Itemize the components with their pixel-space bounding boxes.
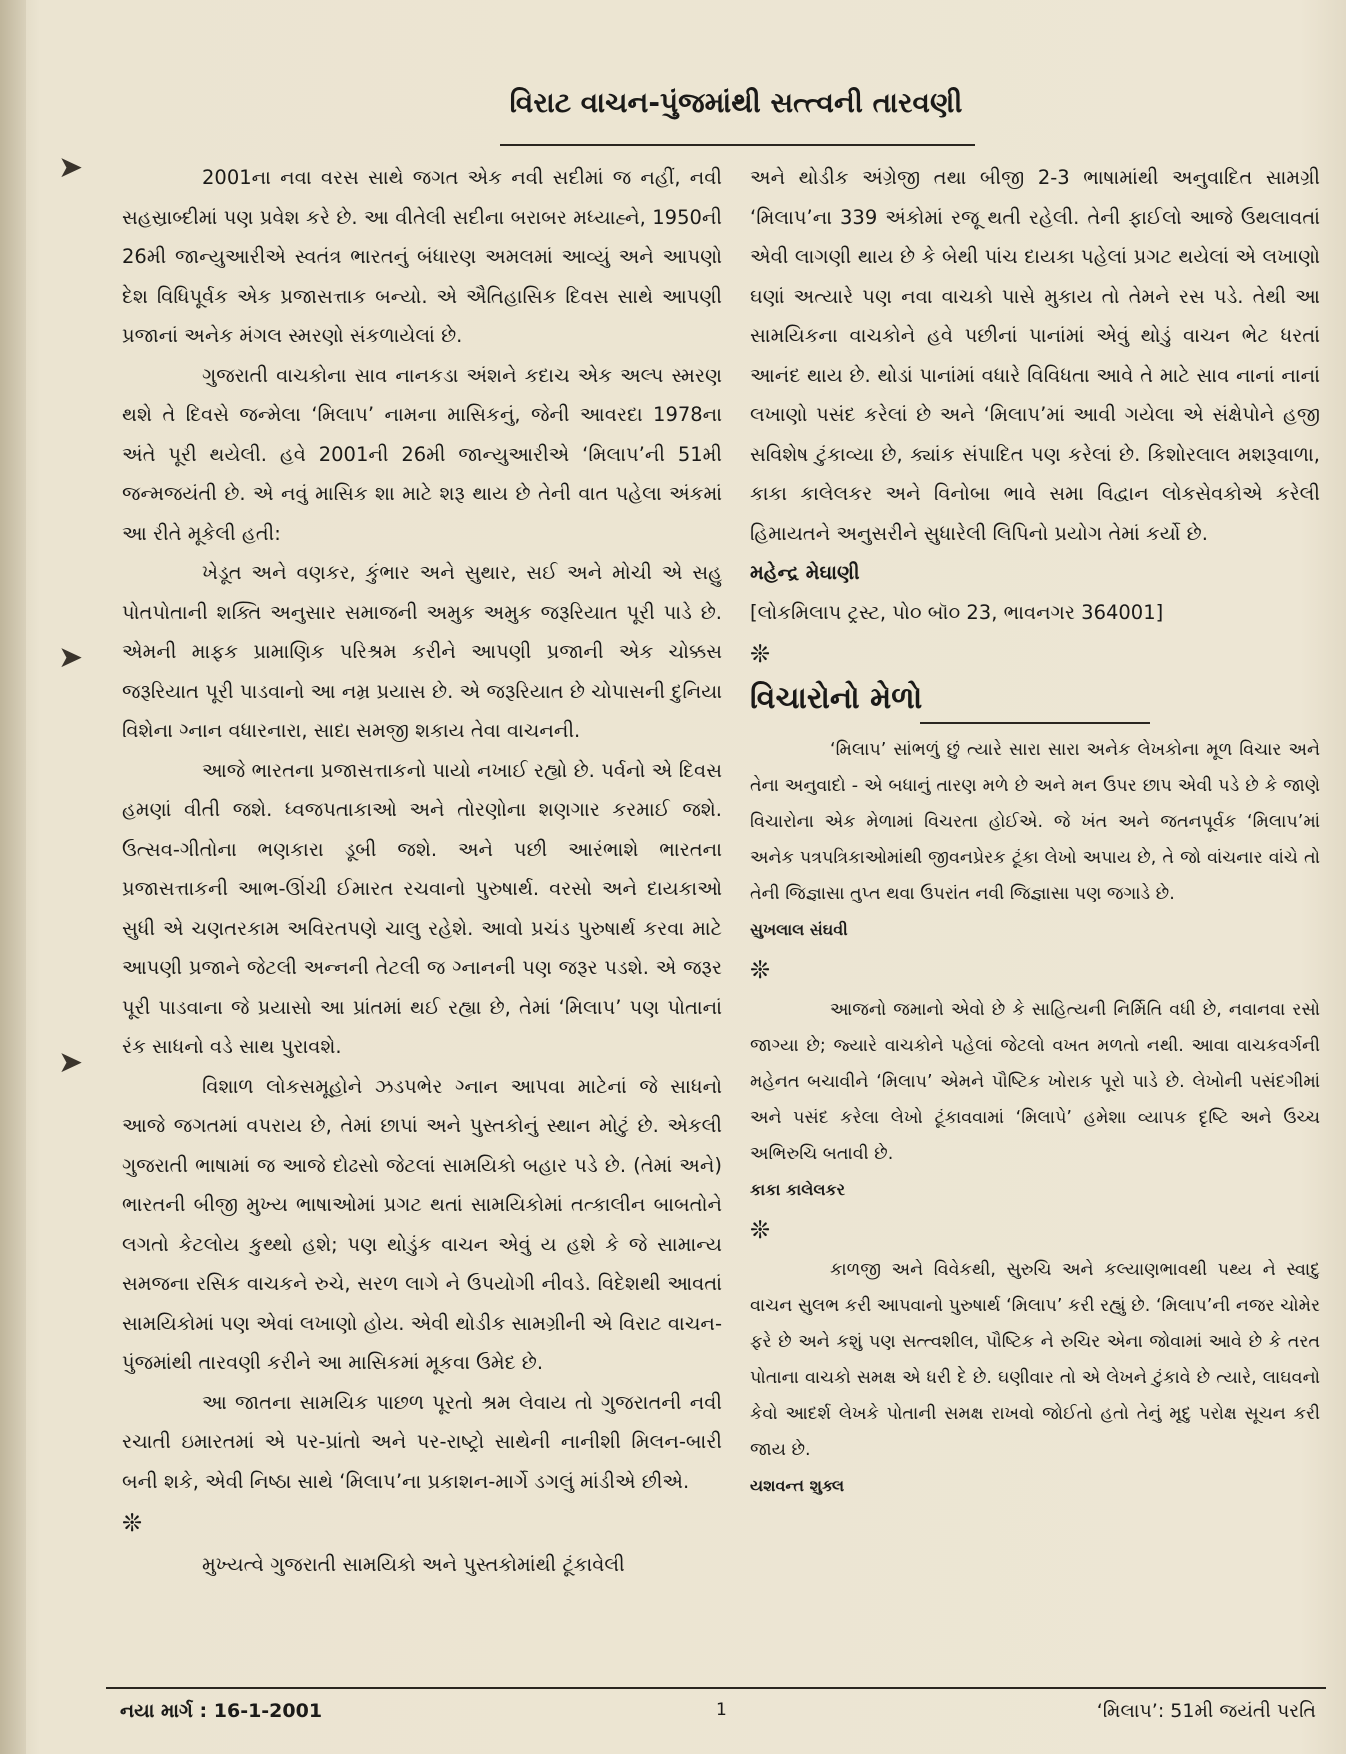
quoted-paragraph: વિશાળ લોકસમૂહોને ઝડપભેર ગ્નાન આપવા માટેનાં જે સાધનો આજે જગતમાં વપરાય છે, તેમાં છાપાં અને પુસ્તકોનું સ્થાન મોટું છે. એકલી ગુજરાતી ભાષામાં જ આજે દોઢસો જેટલાં સામયિકો બહાર પડે છે. (તેમાં અને) ભારતની બીજી મુખ્ય ભાષાઓમાં પ્રગટ થતાં સામયિકોમાં તત્કાલીન બાબતોને લગતો કેટલોય કુથ્થો હશે; પણ થોડુંક વાચન એવું ય હશે કે જે સામાન્ય સમજના રસિક વાચકને રુચે, સરળ લાગે ને ઉપયોગી નીવડે. વિદેશથી આવતાં સામયિકોમાં પણ એવાં લખાણો હોય. એવી થોડીક સામગ્રીની એ વિરાટ વાચન-પુંજમાંથી તારવણી કરીને આ માસિકમાં મૂકવા ઉમેદ છે. <box>122 1074 722 1374</box>
ornament-icon: ❊ <box>122 1509 143 1537</box>
ornament-icon: ❊ <box>750 640 771 668</box>
section-title: વિચારોનો મેળો <box>750 681 923 716</box>
quote-author: યશવન્ત શુક્લ <box>750 1476 845 1495</box>
quote-text: ‘મિલાપ’ સાંભળું છું ત્યારે સારા સારા અનેક લેખકોના મૂળ વિચાર અને તેના અનુવાદો - એ બધાનું તારણ મળે છે અને મન ઉપર છાપ એવી પડે છે કે જાણે વિચારોના એક મેળામાં વિચરતા હોઈએ. જે ખંત અને જતનપૂર્વક ‘મિલાપ’માં અનેક પત્રપત્રિકાઓમાંથી જીવનપ્રેરક ટૂંકા લેખો અપાય છે, તે જો વાંચનાર વાંચે તો તેની જિજ્ઞાસા તુપ્ત થવા ઉપરાંત નવી જિજ્ઞાસા પણ જગાડે છે. <box>750 740 1320 904</box>
quote-block <box>750 992 1320 1208</box>
binding-mark: ➤ <box>58 1045 84 1080</box>
right-column <box>750 158 1320 1504</box>
quote-block <box>750 1252 1320 1504</box>
ornament-icon: ❊ <box>750 956 771 984</box>
page-number: 1 <box>716 1700 727 1720</box>
quote-block <box>750 732 1320 948</box>
closing-line: મુખ્યત્વે ગુજરાતી સામયિકો અને પુસ્તકોમાંથી ટૂંકાવેલી <box>202 1553 625 1576</box>
quote-author: સુખલાલ સંઘવી <box>750 920 848 939</box>
footer-rule <box>106 1687 1326 1689</box>
section-underline <box>920 722 1150 724</box>
footer-publication-date: નયા માર્ગ : 16-1-2001 <box>120 1700 323 1722</box>
binding-mark: ➤ <box>58 150 84 185</box>
address: [લોકમિલાપ ટ્રસ્ટ, પો૦ બૉ૦ 23, ભાવનગર 364001] <box>750 600 1164 624</box>
quote-text: કાળજી અને વિવેકથી, સુરુચિ અને કલ્યાણભાવથી પથ્ય ને સ્વાદુ વાચન સુલભ કરી આપવાનો પુરુષાર્થ ‘મિલાપ’ કરી રહ્યું છે. ‘મિલાપ’ની નજર ચોમેર ફરે છે અને કશું પણ સત્ત્વશીલ, પૌષ્ટિક ને રુચિર એના જોવામાં આવે છે કે તરત પોતાના વાચકો સમક્ષ એ ધરી દે છે. ઘણીવાર તો એ લેખને ટુંકાવે છે ત્યારે, લાઘવનો કેવો આદર્શ લેખકે પોતાની સમક્ષ રાખવો જોઈતો હતો તેનું મૃદુ પરોક્ષ સૂચન કરી જાય છે. <box>750 1260 1320 1460</box>
paragraph: આ જાતના સામયિક પાછળ પૂરતો શ્રમ લેવાય તો ગુજરાતની નવી રચાતી ઇમારતમાં એ પર-પ્રાંતો અને પર-રાષ્ટ્રો સાથેની નાનીશી મિલન-બારી બની શકે, એવી નિષ્ઠા સાથે ‘મિલાપ’ના પ્રકાશન-માર્ગે ડગલું માંડીએ છીએ. <box>122 1390 722 1493</box>
quote-author: કાકા કાલેલકર <box>750 1180 845 1199</box>
paragraph: ગુજરાતી વાચકોના સાવ નાનકડા અંશને કદાચ એક અલ્પ સ્મરણ થશે તે દિવસે જન્મેલા ‘મિલાપ’ નામના માસિકનું, જેની આવરદા 1978ના અંતે પૂરી થયેલી. હવે 2001ની 26મી જાન્યુઆરીએ ‘મિલાપ’ની 51મી જન્મજયંતી છે. એ નવું માસિક શા માટે શરૂ થાય છે તેની વાત પહેલા અંકમાં આ રીતે મૂકેલી હતી: <box>122 363 722 545</box>
quoted-paragraph: આજે ભારતના પ્રજાસત્તાકનો પાયો નખાઈ રહ્યો છે. પર્વનો એ દિવસ હમણાં વીતી જશે. ધ્વજપતાકાઓ અને તોરણોના શણગાર કરમાઈ જશે. ઉત્સવ-ગીતોના ભણકારા ડૂબી જશે. અને પછી આરંભાશે ભારતના પ્રજાસત્તાકની આભ-ઊંચી ઈમારત રચવાનો પુરુષાર્થ. વરસો અને દાયકાઓ સુધી એ ચણતરકામ અવિરતપણે ચાલુ રહેશે. આવો પ્રચંડ પુરુષાર્થ કરવા માટે આપણી પ્રજાને જેટલી અન્નની તેટલી જ ગ્નાનની પણ જરૂર પડશે. એ જરૂર પૂરી પાડવાના જે પ્રયાસો આ પ્રાંતમાં થઈ રહ્યા છે, તેમાં ‘મિલાપ’ પણ પોતાનાં રંક સાધનો વડે સાથ પુરાવશે. <box>122 758 722 1058</box>
footer-issue-title: ‘મિલાપ’: 51મી જયંતી પરતિ <box>1096 1700 1316 1722</box>
ornament-icon: ❊ <box>750 1216 771 1244</box>
title-underline <box>500 144 975 146</box>
continuation-paragraph: અને થોડીક અંગ્રેજી તથા બીજી 2-3 ભાષામાંથી અનુવાદિત સામગ્રી ‘મિલાપ’ના 339 અંકોમાં રજૂ થતી રહેલી. તેની ફાઈલો આજે ઉથલાવતાં એવી લાગણી થાય છે કે બેથી પાંચ દાયકા પહેલાં પ્રગટ થયેલાં એ લખાણો ઘણાં અત્યારે પણ નવા વાચકો પાસે મુકાય તો તેમને રસ પડે. તેથી આ સામયિકના વાચકોને હવે પછીનાં પાનાંમાં એવું થોડું વાચન ભેટ ધરતાં આનંદ થાય છે. થોડાં પાનાંમાં વધારે વિવિધતા આવે તે માટે સાવ નાનાં નાનાં લખાણો પસંદ કરેલાં છે અને ‘મિલાપ’માં આવી ગયેલા એ સંક્ષેપોને હજી સવિશેષ ટુંકાવ્યા છે, ક્યાંક સંપાદિત પણ કરેલાં છે. કિશોરલાલ મશરૂવાળા, કાકા કાલેલકર અને વિનોબા ભાવે સમા વિદ્વાન લોકસેવકોએ કરેલી હિમાયતને અનુસરીને સુધારેલી લિપિનો પ્રયોગ તેમાં કર્યો છે. <box>750 166 1320 545</box>
binding-mark: ➤ <box>58 640 84 675</box>
page-binding-edge <box>0 0 26 1754</box>
page-title: વિરાટ વાચન-પુંજમાંથી સત્ત્વની તારવણી <box>509 86 963 119</box>
signature: મહેન્દ્ર મેઘાણી <box>750 561 860 584</box>
quoted-paragraph: ખેડૂત અને વણકર, કુંભાર અને સુથાર, સઈ અને મોચી એ સહુ પોતપોતાની શક્તિ અનુસાર સમાજની અમુક અમુક જરૂરિયાત પૂરી પાડે છે. એમની માફક પ્રામાણિક પરિશ્રમ કરીને આપણી પ્રજાની એક ચોક્કસ જરૂરિયાત પૂરી પાડવાનો આ નમ્ર પ્રયાસ છે. એ જરૂરિયાત છે ચોપાસની દુનિયા વિશેના ગ્નાન વધારનારા, સાદા સમજી શકાય તેવા વાચનની. <box>122 561 722 742</box>
left-column <box>122 158 722 1585</box>
paragraph: 2001ના નવા વરસ સાથે જગત એક નવી સદીમાં જ નહીં, નવી સહસ્રાબ્દીમાં પણ પ્રવેશ કરે છે. આ વીતેલી સદીના બરાબર મધ્યાહ્ને, 1950ની 26મી જાન્યુઆરીએ સ્વતંત્ર ભારતનું બંધારણ અમલમાં આવ્યું અને આપણો દેશ વિધિપૂર્વક એક પ્રજાસત્તાક બન્યો. એ ઐતિહાસિક દિવસ સાથે આપણી પ્રજાનાં અનેક મંગલ સ્મરણો સંકળાયેલાં છે. <box>122 166 722 347</box>
quote-text: આજનો જમાનો એવો છે કે સાહિત્યની નિર્મિતિ વધી છે, નવાનવા રસો જાગ્યા છે; જ્યારે વાચકોને પહેલાં જેટલો વખત મળતો નથી. આવા વાચકવર્ગની મહેનત બચાવીને ‘મિલાપ’ એમને પૌષ્ટિક ખોરાક પૂરો પાડે છે. લેખોની પસંદગીમાં અને પસંદ કરેલા લેખો ટૂંકાવવામાં ‘મિલાપે’ હમેશા વ્યાપક દૃષ્ટિ અને ઉચ્ચ અભિરુચિ બતાવી છે. <box>750 1000 1320 1164</box>
